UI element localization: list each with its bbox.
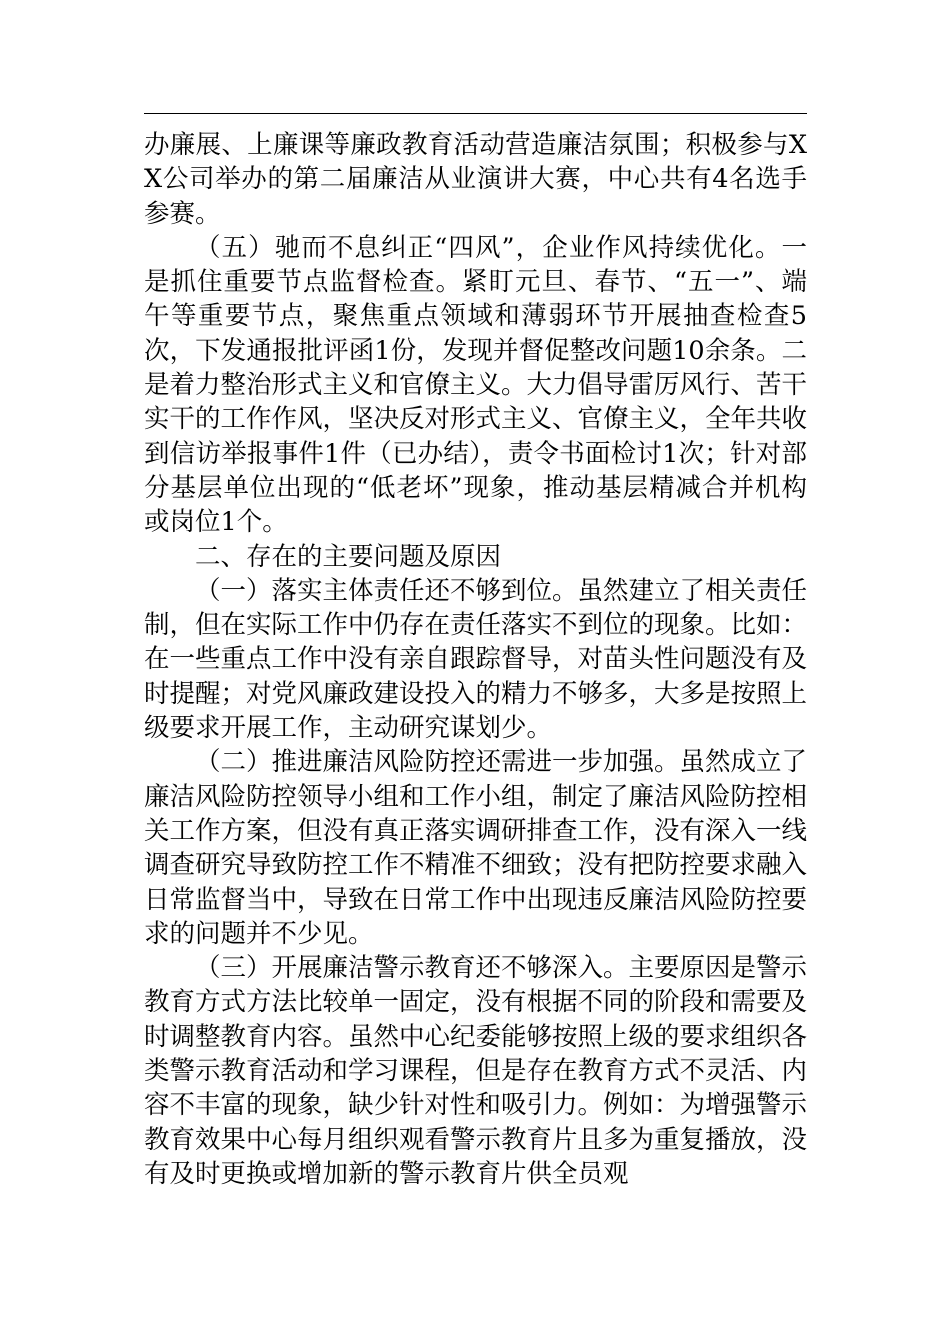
paragraph-section-five: （五）驰而不息纠正“四风”，企业作风持续优化。一是抓住重要节点监督检查。紧盯元旦、春节、“五一”、端午等重要节点，聚焦重点领域和薄弱环节开展抽查检查5次，下发通报批评函1份，发现并督促整改问题10余条。二是着力整治形式主义和官僚主义。大力倡导雷厉风行、苦干实干的工作作风，坚决反对形式主义、官僚主义，全年共收到信访举报事件1件（已办结），责令书面检讨1次；针对部分基层单位出现的“低老坏”现象，推动基层精减合并机构或岗位1个。 (144, 232, 808, 538)
heading-problems-and-causes: 二、存在的主要问题及原因 (195, 541, 502, 572)
header-rule (144, 113, 807, 114)
paragraph-problem-one: （一）落实主体责任还不够到位。虽然建立了相关责任制，但在实际工作中仍存在责任落实不到位的现象。比如：在一些重点工作中没有亲自跟踪督导，对苗头性问题没有及时提醒；对党风廉政建设投入的精力不够多，大多是按照上级要求开展工作，主动研究谋划少。 (144, 575, 808, 744)
document-body (144, 128, 807, 1191)
paragraph-problem-two: （二）推进廉洁风险防控还需进一步加强。虽然成立了廉洁风险防控领导小组和工作小组，制定了廉洁风险防控相关工作方案，但没有真正落实调研排查工作，没有深入一线调查研究导致防控工作不精准不细致；没有把防控要求融入日常监督当中，导致在日常工作中出现违反廉洁风险防控要求的问题并不少见。 (144, 747, 808, 949)
paragraph-problem-three: （三）开展廉洁警示教育还不够深入。主要原因是警示教育方式方法比较单一固定，没有根据不同的阶段和需要及时调整教育内容。虽然中心纪委能够按照上级的要求组织各类警示教育活动和学习课程，但是存在教育方式不灵活、内容不丰富的现象，缺少针对性和吸引力。例如：为增强警示教育效果中心每月组织观看警示教育片且多为重复播放，没有及时更换或增加新的警示教育片供全员观 (144, 953, 808, 1189)
paragraph-continuation: 办廉展、上廉课等廉政教育活动营造廉洁氛围；积极参与XX公司举办的第二届廉洁从业演讲大赛，中心共有4名选手参赛。 (144, 130, 807, 229)
